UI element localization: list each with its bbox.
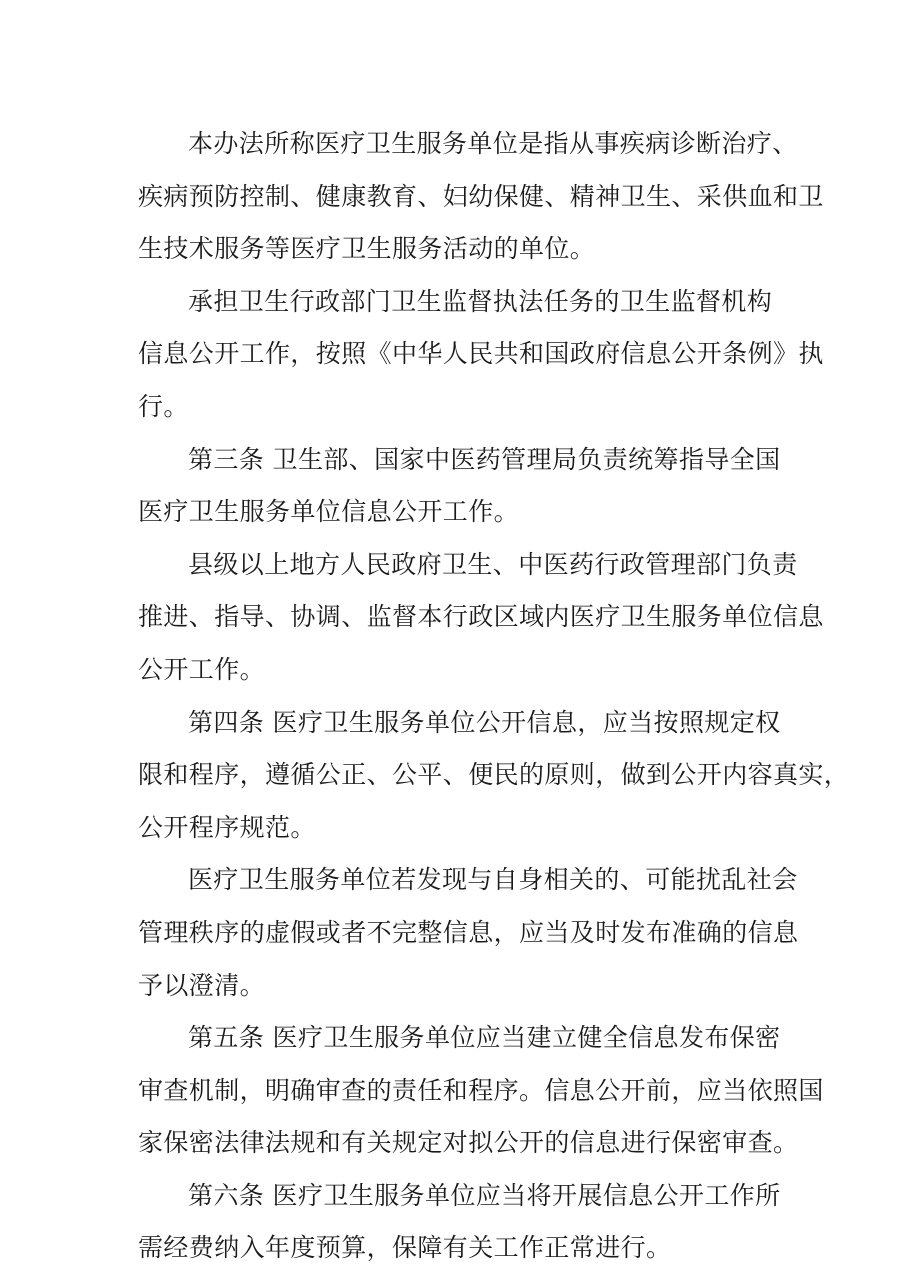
- paragraph-article-6: [138, 1170, 781, 1275]
- text-line: 第四条 医疗卫生服务单位公开信息，应当按照规定权: [188, 707, 781, 737]
- text-line: 生技术服务等医疗卫生服务活动的单位。: [138, 234, 596, 264]
- text-line: 疾病预防控制、健康教育、妇幼保健、精神卫生、采供血和卫: [138, 181, 824, 211]
- text-line: 第六条 医疗卫生服务单位应当将开展信息公开工作所: [188, 1180, 781, 1210]
- text-line: 第三条 卫生部、国家中医药管理局负责统筹指导全国: [188, 444, 781, 474]
- text-line: 管理秩序的虚假或者不完整信息，应当及时发布准确的信息: [138, 917, 799, 947]
- text-line: 推进、指导、协调、监督本行政区域内医疗卫生服务单位信息: [138, 602, 824, 632]
- text-line: 县级以上地方人民政府卫生、中医药行政管理部门负责: [188, 549, 798, 579]
- text-line: 承担卫生行政部门卫生监督执法任务的卫生监督机构: [188, 286, 773, 316]
- text-line: 公开程序规范。: [138, 812, 316, 842]
- paragraph-clarification: [138, 854, 799, 1012]
- paragraph-article-3: [138, 434, 781, 539]
- paragraph-local-government: [138, 539, 824, 697]
- text-line: 本办法所称医疗卫生服务单位是指从事疾病诊断治疗、: [188, 129, 798, 158]
- text-line: 信息公开工作，按照《中华人民共和国政府信息公开条例》执: [138, 339, 824, 369]
- paragraph-definition: [138, 118, 824, 276]
- text-line: 审查机制，明确审查的责任和程序。信息公开前，应当依照国: [138, 1075, 824, 1105]
- text-line: 第五条 医疗卫生服务单位应当建立健全信息发布保密: [188, 1023, 781, 1053]
- paragraph-supervision-agencies: [138, 276, 824, 434]
- paragraph-article-5: [138, 1012, 824, 1170]
- text-line: 行。: [138, 391, 189, 421]
- text-line: 公开工作。: [138, 654, 266, 684]
- text-line: 限和程序，遵循公正、公平、便民的原则，做到公开内容真实，: [138, 760, 850, 790]
- text-line: 需经费纳入年度预算，保障有关工作正常进行。: [138, 1233, 672, 1263]
- paragraph-article-4: [138, 697, 850, 855]
- text-line: 医疗卫生服务单位信息公开工作。: [138, 497, 520, 527]
- text-line: 予以澄清。: [138, 970, 266, 1000]
- document-body: [138, 118, 850, 1275]
- text-line: 家保密法律法规和有关规定对拟公开的信息进行保密审查。: [138, 1128, 799, 1158]
- text-line: 医疗卫生服务单位若发现与自身相关的、可能扰乱社会: [188, 865, 798, 895]
